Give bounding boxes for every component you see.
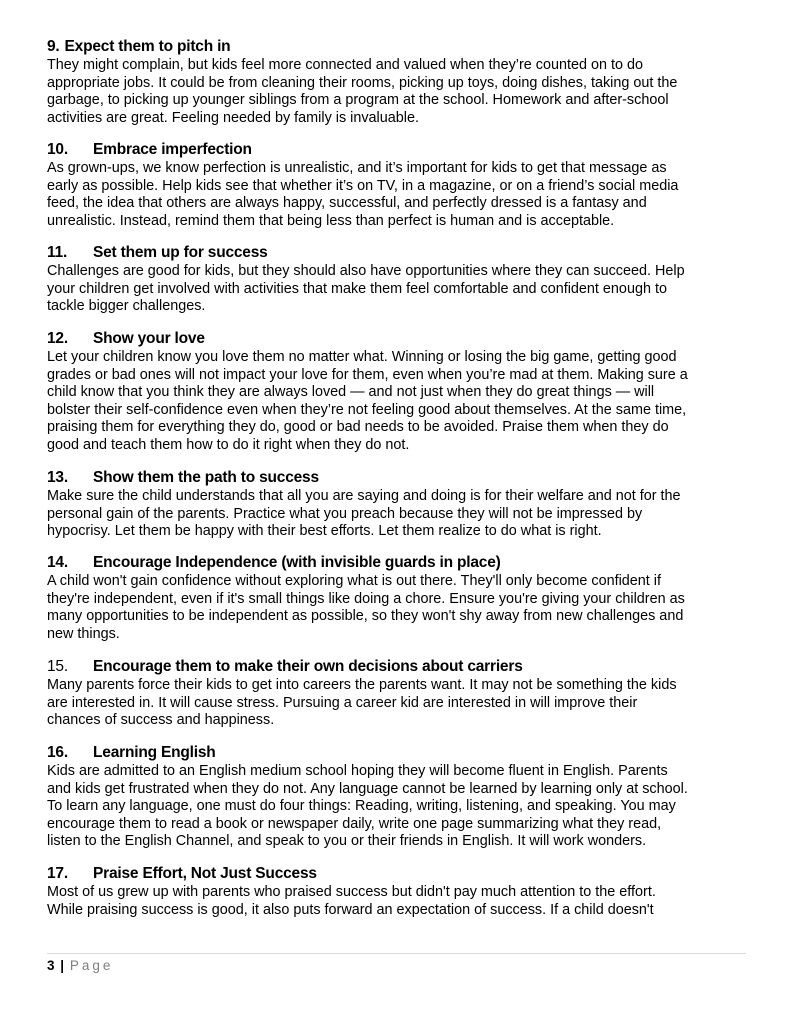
section-number: 17. <box>47 865 68 882</box>
body-line: they're independent, even if it's small things like doing a chore. Ensure you're giving your children as <box>47 590 685 607</box>
body-line: and kids get frustrated when they do not. Any language cannot be learned by learning only at school. <box>47 780 688 797</box>
section-body <box>47 349 747 455</box>
body-line: personal gain of the parents. Practice what you preach because they will not be impressed by <box>47 505 643 522</box>
section-heading <box>47 657 747 677</box>
section-number: 11. <box>47 244 68 261</box>
section-number: 9. <box>47 38 60 55</box>
body-line: good and teach them how to do it right when they do not. <box>47 436 410 453</box>
body-line: Most of us grew up with parents who praised success but didn't pay much attention to the effort. <box>47 884 656 900</box>
section-17 <box>47 864 747 919</box>
body-line: feed, the idea that others are always happy, successful, and perfectly dressed is a fantasy and <box>47 195 647 212</box>
body-line: listen to the English Channel, and speak to you or their friends in English. It will work wonders. <box>47 833 647 850</box>
section-title: Embrace imperfection <box>93 141 252 158</box>
section-title: Expect them to pitch in <box>64 38 231 55</box>
section-14 <box>47 553 747 643</box>
body-line: grades or bad ones will not impact your love for them, even when you’re mad at them. Making sure a <box>47 366 688 383</box>
body-line: As grown-ups, we know perfection is unrealistic, and it’s important for kids to get that message as <box>47 160 667 176</box>
body-line: appropriate jobs. It could be from cleaning their rooms, picking up toys, doing dishes, taking out the <box>47 74 678 91</box>
page-footer <box>47 958 113 973</box>
section-number: 14. <box>47 554 68 571</box>
section-10 <box>47 140 747 230</box>
section-body <box>47 160 747 230</box>
section-heading <box>47 468 747 488</box>
section-9 <box>47 37 747 127</box>
section-15 <box>47 657 747 730</box>
body-line: Let your children know you love them no matter what. Winning or losing the big game, getting good <box>47 349 677 365</box>
section-heading <box>47 140 747 160</box>
section-heading <box>47 553 747 573</box>
section-number: 15. <box>47 658 68 675</box>
section-body <box>47 57 747 127</box>
body-line: garbage, to picking up younger siblings from a program at the school. Homework and after-school <box>47 92 669 109</box>
section-title: Learning English <box>93 744 216 761</box>
page-label: Page <box>69 958 114 973</box>
body-line: child know that you think they are always loved — and not just when they do great things — will <box>47 384 655 401</box>
body-line: Many parents force their kids to get into careers the parents want. It may not be something the kids <box>47 677 677 693</box>
section-number: 13. <box>47 469 68 486</box>
section-body <box>47 677 747 730</box>
body-line: encourage them to read a book or newspaper daily, write one page summarizing what they read, <box>47 815 662 832</box>
section-11 <box>47 243 747 316</box>
section-12 <box>47 329 747 455</box>
body-line: chances of success and happiness. <box>47 712 275 729</box>
body-line: A child won't gain confidence without exploring what is out there. They'll only become confident if <box>47 573 661 589</box>
section-heading <box>47 37 747 57</box>
section-title: Praise Effort, Not Just Success <box>93 865 317 882</box>
section-title: Show your love <box>93 330 205 347</box>
section-number: 12. <box>47 330 68 347</box>
section-title: Encourage Independence (with invisible guards in place) <box>93 554 501 571</box>
section-title: Encourage them to make their own decisions about carriers <box>93 658 523 675</box>
body-line: bolster their self-confidence even when they’re not feeling good about themselves. At the same time, <box>47 401 687 418</box>
footer-separator: | <box>60 958 65 973</box>
section-body <box>47 488 747 541</box>
section-heading <box>47 243 747 263</box>
page-number: 3 <box>47 958 55 973</box>
section-body <box>47 884 747 919</box>
body-line: praising them for everything they do, good or bad needs to be avoided. Praise them when they do <box>47 419 669 436</box>
body-line: While praising success is good, it also puts forward an expectation of success. If a child doesn't <box>47 901 654 918</box>
body-line: Challenges are good for kids, but they should also have opportunities where they can succeed. Help <box>47 263 685 279</box>
section-body <box>47 763 747 851</box>
body-line: tackle bigger challenges. <box>47 298 206 315</box>
body-line: early as possible. Help kids see that whether it’s on TV, in a magazine, or on a friend’s social media <box>47 177 679 194</box>
section-title: Set them up for success <box>93 244 268 261</box>
section-number: 16. <box>47 744 68 761</box>
body-line: Make sure the child understands that all you are saying and doing is for their welfare and not for the <box>47 488 681 504</box>
body-line: your children get involved with activities that make them feel comfortable and confident enough to <box>47 280 667 297</box>
section-13 <box>47 468 747 541</box>
section-heading <box>47 329 747 349</box>
footer-divider <box>47 953 746 954</box>
body-line: activities are great. Feeling needed by family is invaluable. <box>47 109 419 126</box>
section-number: 10. <box>47 141 68 158</box>
section-heading <box>47 864 747 884</box>
section-heading <box>47 743 747 763</box>
body-line: unrealistic. Instead, remind them that being less than perfect is human and is acceptable. <box>47 212 615 229</box>
body-line: hypocrisy. Let them be happy with their best efforts. Let them realize to do what is right. <box>47 523 602 540</box>
body-line: To learn any language, one must do four things: Reading, writing, listening, and speaking. You may <box>47 798 676 815</box>
body-line: They might complain, but kids feel more connected and valued when they’re counted on to do <box>47 57 643 73</box>
section-body <box>47 263 747 316</box>
section-16 <box>47 743 747 851</box>
body-line: new things. <box>47 625 120 642</box>
body-line: are interested in. It will cause stress. Pursuing a career kid are interested in will improve their <box>47 694 638 711</box>
section-body <box>47 573 747 643</box>
body-line: Kids are admitted to an English medium school hoping they will become fluent in English. Parents <box>47 763 668 779</box>
body-line: many opportunities to be independent as possible, so they won't shy away from new challenges and <box>47 608 684 625</box>
section-title: Show them the path to success <box>93 469 319 486</box>
